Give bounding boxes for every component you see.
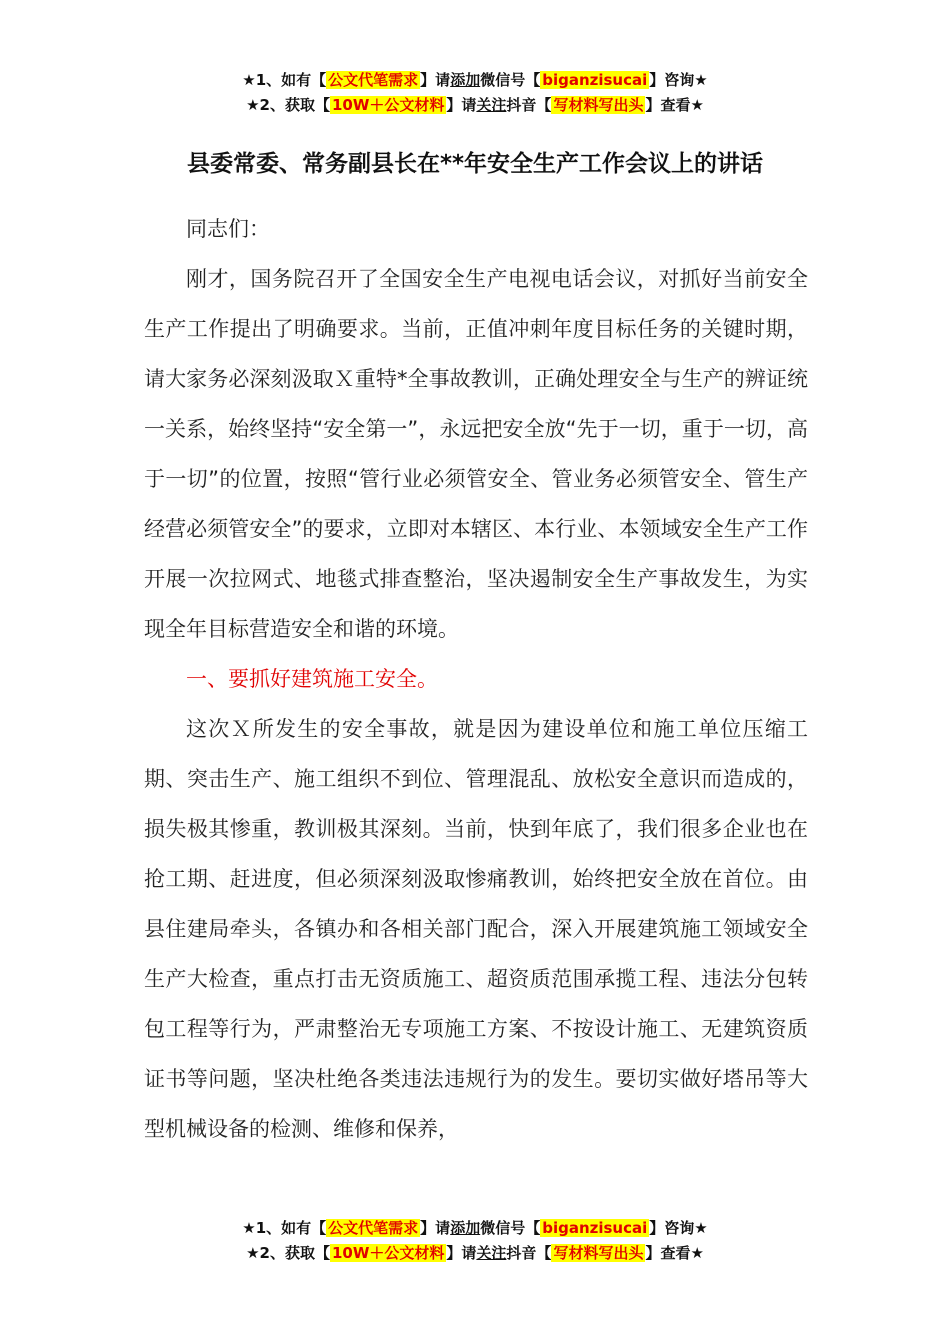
banner-text: 】请 (420, 1219, 451, 1237)
banner-highlight: 10W＋公文材料 (331, 96, 445, 114)
footer-banner (0, 1216, 950, 1266)
document-title: 县委常委、常务副县长在**年安全生产工作会议上的讲话 (186, 151, 764, 177)
section-heading: 一、要抓好建筑施工安全。 (186, 667, 438, 691)
banner-highlight: biganzisucai (542, 71, 648, 89)
banner-text: 】请 (420, 71, 451, 89)
paragraph: 刚才，国务院召开了全国安全生产电视电话会议，对抓好当前安全生产工作提出了明确要求。当前，正值冲刺年度目标任务的关键时期，请大家务必深刻汲取Ｘ重特*全事故教训，正确处理安全与生产的辨证统一关系，始终坚持“安全第一”，永远把安全放“先于一切，重于一切，高于一切”的位置，按照“管行业必须管安全、管业务必须管安全、管生产经营必须管安全”的要求，立即对本辖区、本行业、本领域安全生产工作开展一次拉网式、地毯式排查整治，坚决遏制安全生产事故发生，为实现全年目标营造安全和谐的环境。 (144, 267, 808, 641)
banner-highlight: 10W＋公文材料 (331, 1244, 445, 1262)
banner-line-1 (0, 68, 950, 93)
banner-text: ★2、获取【 (246, 96, 330, 114)
banner-text: 】请 (446, 96, 477, 114)
banner-text: 微信号【 (480, 1219, 541, 1237)
banner-underline: 添加 (450, 1219, 481, 1237)
paragraph: 这次Ｘ所发生的安全事故，就是因为建设单位和施工单位压缩工期、突击生产、施工组织不到位、管理混乱、放松安全意识而造成的，损失极其惨重，教训极其深刻。当前，快到年底了，我们很多企业也在抢工期、赶进度，但必须深刻汲取惨痛教训，始终把安全放在首位。由县住建局牵头，各镇办和各相关部门配合，深入开展建筑施工领域安全生产大检查，重点打击无资质施工、超资质范围承揽工程、违法分包转包工程等行为，严肃整治无专项施工方案、不按设计施工、无建筑资质证书等问题，坚决杜绝各类违法违规行为的发生。要切实做好塔吊等大型机械设备的检测、维修和保养， (144, 717, 808, 1141)
banner-line-2 (0, 1241, 950, 1266)
banner-text: ★2、获取【 (246, 1244, 330, 1262)
header-banner (0, 68, 950, 118)
banner-underline: 关注 (476, 1244, 507, 1262)
banner-highlight: 公文代笔需求 (328, 71, 419, 89)
salutation: 同志们： (186, 217, 270, 241)
banner-line-1 (0, 1216, 950, 1241)
banner-text: 】咨询★ (649, 1219, 708, 1237)
document-body (144, 204, 808, 1154)
banner-line-2 (0, 93, 950, 118)
banner-underline: 关注 (476, 96, 507, 114)
banner-text: 】请 (446, 1244, 477, 1262)
banner-text: 】咨询★ (649, 71, 708, 89)
banner-highlight: 公文代笔需求 (328, 1219, 419, 1237)
banner-highlight: biganzisucai (542, 1219, 648, 1237)
banner-text: ★1、如有【 (242, 71, 327, 89)
banner-text: ★1、如有【 (242, 1219, 327, 1237)
banner-highlight: 写材料写出头 (553, 96, 644, 114)
banner-text: 抖音【 (506, 96, 552, 114)
banner-text: 抖音【 (506, 1244, 552, 1262)
banner-text: 】查看★ (645, 96, 704, 114)
banner-highlight: 写材料写出头 (553, 1244, 644, 1262)
banner-text: 】查看★ (645, 1244, 704, 1262)
banner-underline: 添加 (450, 71, 481, 89)
banner-text: 微信号【 (480, 71, 541, 89)
